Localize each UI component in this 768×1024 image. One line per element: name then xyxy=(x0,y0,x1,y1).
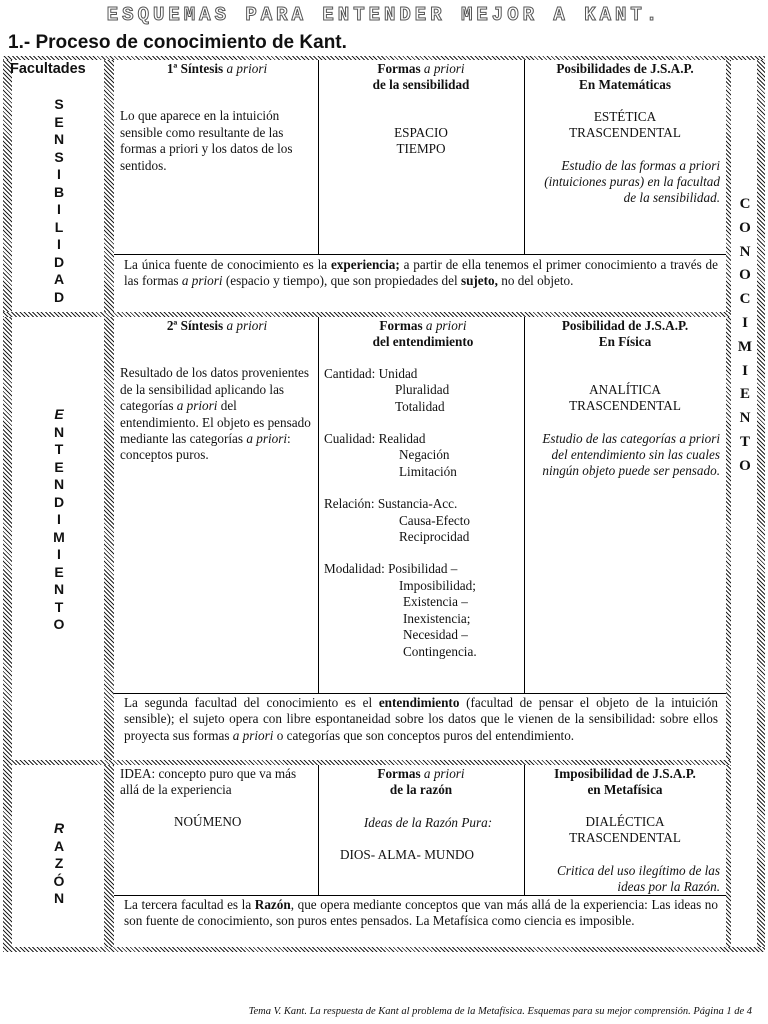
categoria-item: Existencia – xyxy=(403,594,468,610)
sintesis-title: 1ª Síntesis a priori xyxy=(166,61,268,76)
vertical-letter: Ó xyxy=(53,872,65,889)
vertical-letter: T xyxy=(739,433,750,450)
formas-tiempo: TIEMPO xyxy=(396,141,446,157)
vertical-letter: I xyxy=(742,314,748,331)
noumeno: NOÚMENO xyxy=(174,813,242,829)
entendimiento-vertical-label xyxy=(48,406,70,634)
sintesis-text: Lo que aparece en la intuición sensible como resultante de las formas a priori y los datos de los sentidos. xyxy=(120,108,293,173)
sintesis-title: 2ª Síntesis a priori xyxy=(166,318,268,333)
vertical-letter: N xyxy=(53,423,65,440)
vertical-letter: O xyxy=(53,616,65,632)
middle-hatch-border xyxy=(104,56,114,952)
vertical-letter: Z xyxy=(54,855,64,871)
vertical-letter: E xyxy=(54,458,64,475)
sensibilidad-vertical-label xyxy=(48,96,70,306)
posibilidad-name: DIALÉCTICA TRASCENDENTAL xyxy=(569,813,681,846)
left-hatch-border xyxy=(3,56,12,952)
modalidad-label: Modalidad: Posibilidad – xyxy=(324,561,458,577)
sensibilidad-posibilidad-cell xyxy=(530,61,720,207)
vertical-letter: I xyxy=(57,511,61,527)
vertical-letter: I xyxy=(57,546,61,562)
vertical-letter: M xyxy=(737,338,753,355)
vertical-letter: C xyxy=(739,291,751,308)
categoria-item: Causa-Efecto xyxy=(399,512,471,528)
formas-title: Formas a priori de la razón xyxy=(377,766,465,798)
vertical-letter: N xyxy=(53,476,65,492)
vertical-letter: B xyxy=(53,183,65,200)
posibilidad-desc: Critica del uso ilegítimo de las ideas por la Razón. xyxy=(556,862,720,895)
vertical-letter: I xyxy=(57,201,61,217)
vertical-letter: E xyxy=(54,563,64,580)
posibilidad-name: ANALÍTICA TRASCENDENTAL xyxy=(569,381,681,414)
vertical-letter: A xyxy=(53,271,65,287)
ideas-label: Ideas de la Razón Pura: xyxy=(363,814,493,830)
vertical-letter: M xyxy=(53,528,65,545)
right-outer-hatch-border xyxy=(757,56,765,952)
categoria-item: Imposibilidad; xyxy=(399,577,476,593)
razon-posibilidad-cell xyxy=(530,766,720,895)
grid-line xyxy=(114,254,726,255)
vertical-letter: T xyxy=(54,598,64,615)
categoria-item: Pluralidad xyxy=(395,382,450,398)
sensibilidad-summary: La única fuente de conocimiento es la experiencia; a partir de ella tenemos el primer conocimiento a través de las formas a priori (espacio y tiempo), que son propiedades del sujeto, no del objeto. xyxy=(124,257,718,289)
sep-hatch-1 xyxy=(3,312,731,317)
conocimiento-vertical-label xyxy=(733,193,757,479)
vertical-letter: D xyxy=(53,288,65,305)
page-title: 1.- Proceso de conocimiento de Kant. xyxy=(8,32,347,53)
sensibilidad-sintesis-cell xyxy=(120,61,314,174)
formas-espacio: ESPACIO xyxy=(394,124,448,140)
vertical-letter: O xyxy=(739,267,751,284)
top-hatch-border xyxy=(3,56,765,60)
categoria-item: Necesidad – xyxy=(403,627,468,643)
razon-idea-cell xyxy=(120,766,314,830)
vertical-letter: I xyxy=(57,166,61,182)
vertical-letter: N xyxy=(53,890,65,906)
vertical-letter: S xyxy=(54,96,64,112)
entendimiento-summary: La segunda facultad del conocimiento es el entendimiento (facultad de pensar el objeto de la intuición sensible); el sujeto opera con libre espontaneidad sobre los datos que le vienen de la sensibilidad: sobre ellos proyecta sus formas a priori o categorías que son conceptos puros del entendimiento. xyxy=(124,695,718,743)
vertical-letter: N xyxy=(739,410,751,427)
vertical-letter: O xyxy=(739,457,751,474)
posibilidad-desc: Estudio de las categorías a priori del entendimiento sin las cuales ningún objeto puede ser pensado. xyxy=(542,430,720,479)
posibilidad-title: Imposibilidad de J.S.A.P. en Metafísica xyxy=(554,766,696,798)
razon-vertical-label xyxy=(48,820,70,908)
vertical-letter: I xyxy=(57,236,61,252)
vertical-letter: E xyxy=(54,406,64,422)
posibilidad-title: Posibilidad de J.S.A.P. En Física xyxy=(561,318,689,350)
vertical-letter: N xyxy=(53,581,65,597)
vertical-letter: E xyxy=(54,113,64,130)
vertical-letter: D xyxy=(53,493,65,510)
posibilidad-name: ESTÉTICA TRASCENDENTAL xyxy=(569,108,681,141)
entendimiento-formas-cell xyxy=(324,318,522,660)
posibilidad-title: Posibilidades de J.S.A.P. En Matemáticas xyxy=(556,61,694,93)
grid-line xyxy=(318,317,319,693)
razon-summary: La tercera facultad es la Razón, que opera mediante conceptos que van más allá de la experiencia: Las ideas no son fuente de conocimiento, son puros entes pensados. La Metafísica como ciencia es imposible. xyxy=(124,897,718,929)
vertical-letter: A xyxy=(53,837,65,854)
vertical-letter: E xyxy=(739,386,750,403)
categoria-item: Contingencia. xyxy=(403,643,477,659)
grid-line xyxy=(524,765,525,895)
categoria-item: Inexistencia; xyxy=(403,610,471,626)
vertical-letter: C xyxy=(739,196,751,212)
sensibilidad-formas-cell xyxy=(320,61,522,158)
formas-title: Formas a priori del entendimiento xyxy=(372,318,474,350)
formas-title: Formas a priori de la sensibilidad xyxy=(372,61,470,93)
sep-hatch-2 xyxy=(3,760,731,765)
sintesis-text: Resultado de los datos provenientes de la sensibilidad aplicando las categorías a priori del entendimiento. El objeto es pensado mediante las categorías a priori: conceptos puros. xyxy=(120,365,311,463)
grid-line xyxy=(318,765,319,895)
page-footer: Tema V. Kant. La respuesta de Kant al problema de la Metafísica. Esquemas para su mejor comprensión. Página 1 de 4 xyxy=(248,1006,752,1017)
facultades-label: Facultades xyxy=(10,61,86,77)
razon-formas-cell xyxy=(320,766,522,864)
vertical-letter: L xyxy=(54,218,64,235)
vertical-letter: R xyxy=(53,820,65,836)
bottom-hatch-border xyxy=(3,947,765,952)
vertical-letter: D xyxy=(53,253,65,270)
vertical-letter: O xyxy=(739,219,751,236)
categoria-item: Negación xyxy=(399,447,450,463)
vertical-letter: S xyxy=(54,148,64,165)
grid-line xyxy=(524,317,525,693)
grid-line xyxy=(524,60,525,254)
vertical-letter: I xyxy=(742,362,748,379)
banner-title: ESQUEMAS PARA ENTENDER MEJOR A KANT. xyxy=(106,4,662,26)
vertical-letter: N xyxy=(53,131,65,147)
posibilidad-desc: Estudio de las formas a priori (intuiciones puras) en la facultad de la sensibilidad. xyxy=(544,157,720,206)
right-inner-hatch-border xyxy=(726,56,731,952)
cantidad-label: Cantidad: Unidad xyxy=(324,365,418,381)
idea-text: IDEA: concepto puro que va más allá de la experiencia xyxy=(120,766,297,798)
cualidad-label: Cualidad: Realidad xyxy=(324,431,426,447)
ideas-list: DIOS- ALMA- MUNDO xyxy=(339,847,475,863)
entendimiento-sintesis-cell xyxy=(120,318,314,464)
entendimiento-posibilidad-cell xyxy=(530,318,720,480)
relacion-label: Relación: Sustancia-Acc. xyxy=(324,496,458,512)
categoria-item: Totalidad xyxy=(395,398,445,414)
vertical-letter: N xyxy=(739,243,751,260)
grid-line xyxy=(318,60,319,254)
categoria-item: Reciprocidad xyxy=(399,529,470,545)
vertical-letter: T xyxy=(54,441,64,457)
categoria-item: Limitación xyxy=(399,463,457,479)
grid-line xyxy=(114,693,726,694)
